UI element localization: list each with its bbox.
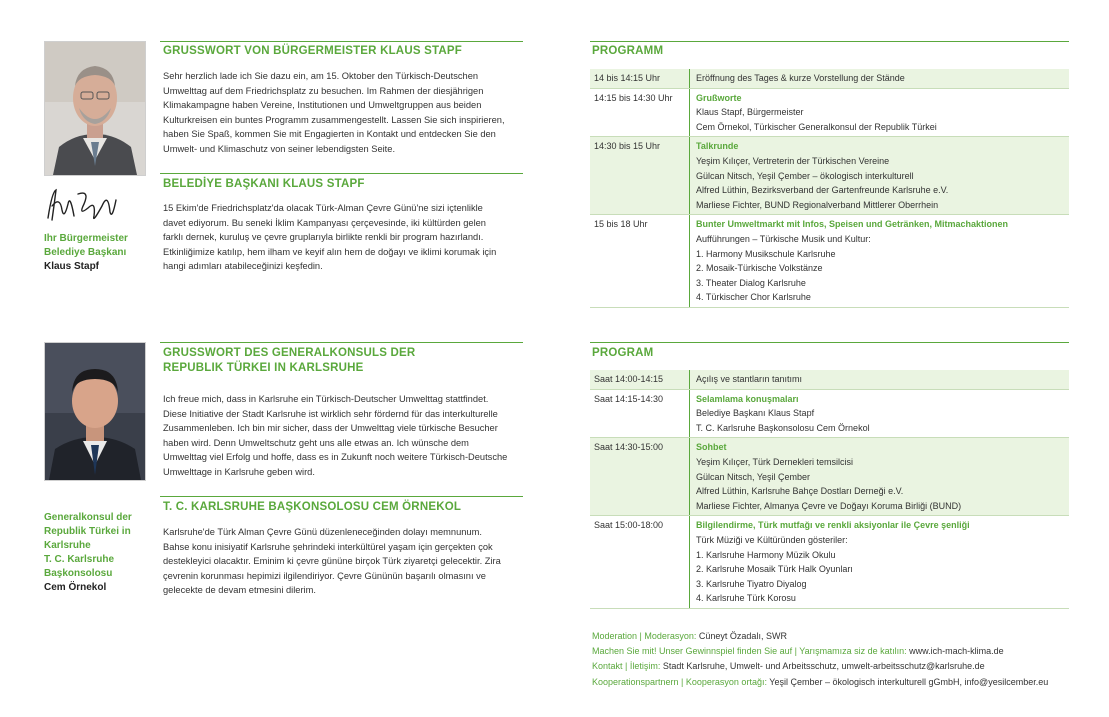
program-time: 14:30 bis 15 Uhr [590, 137, 690, 214]
consul-text-de-line: Zusammenleben. Ich bin mir sicher, dass der Umwelttag viele türkische Besucher [163, 423, 498, 434]
program-line: Yeşim Kılıçer, Türk Dernekleri temsilcisi [696, 456, 854, 467]
consul-text-de-line: haben wird. Denn Umweltschutz geht uns alle etwas an. Ich wünsche dem [163, 437, 469, 448]
footer-credits [592, 629, 1092, 690]
program-line: 1. Harmony Musikschule Karlsruhe [696, 248, 836, 259]
program-de-row [590, 69, 1069, 89]
program-de-row [590, 137, 1069, 215]
consul-caption [44, 511, 154, 595]
consul-text-tr-line: destekleyici olacaktır. Eminim ki çevre gününe birçok Türk ziyaretçi gelecektir. Zira [163, 556, 501, 567]
program-line: Türk Müziği ve Kültüründen gösteriler: [696, 534, 848, 545]
footer-link-partner[interactable]: Yeşil Çember – ökologisch interkulturell gGmbH, info@yesilcember.eu [766, 676, 1049, 687]
program-line: Aufführungen – Türkische Musik und Kultur: [696, 233, 871, 244]
program-detail [690, 438, 1069, 515]
consul-text-tr-line: Karlsruhe'de Türk Alman Çevre Günü düzenleneceğinden dolayı memnunum. [163, 527, 482, 537]
mayor-heading-tr-rule [160, 173, 523, 174]
program-title: Bilgilendirme, Türk mutfağı ve renkli aksiyonlar ile Çevre şenliği [696, 520, 970, 531]
consul-heading-tr-rule [160, 496, 523, 497]
program-title: Talkrunde [696, 141, 739, 152]
program-line: Belediye Başkanı Klaus Stapf [696, 408, 815, 419]
program-title: Sohbet [696, 442, 727, 453]
footer-contact [592, 659, 1092, 674]
mayor-caption-title-de: Ihr Bürgermeister [44, 233, 128, 244]
program-tr-row [590, 516, 1069, 609]
program-line: Açılış ve stantların tanıtımı [696, 374, 803, 384]
program-detail [690, 69, 1069, 88]
mayor-text-tr-line: hangi adımları atabileceğinizi keşfedin. [163, 261, 323, 272]
consul-photo [44, 342, 146, 481]
program-time: 14:15 bis 14:30 Uhr [590, 89, 690, 137]
program-title: Grußworte [696, 92, 742, 103]
mayor-text-tr-line: farklı dernek, kuruluş ve çevre gruplarıyla birlikte renkli bir program hazırlandı. [163, 232, 484, 243]
mayor-signature [44, 186, 124, 226]
consul-text-de-line: Ich freue mich, dass in Karlsruhe ein Türkisch-Deutscher Umwelttag stattfindet. [163, 394, 489, 404]
mayor-heading-de-rule [160, 41, 523, 42]
mayor-text-de-line: Klimakampagne haben Vereine, Institutionen und Umweltgruppen aus beiden [163, 100, 482, 111]
mayor-text-de-line: Sehr herzlich lade ich Sie dazu ein, am 15. Oktober den Türkisch-Deutschen [163, 71, 479, 81]
program-tr-row [590, 370, 1069, 390]
program-detail [690, 215, 1069, 307]
mayor-caption-title-tr: Belediye Başkanı [44, 247, 127, 258]
consul-text-de-line: Umwelttag viel Erfolg und hoffe, dass es in Zukunft noch weitere Türkisch-Deutsche [163, 452, 508, 463]
footer-label: Kooperationspartnern | Kooperasyon ortağı: [592, 676, 767, 687]
mayor-text-tr-line: 15 Ekim'de Friedrichsplatz'da olacak Türk-Alman Çevre Günü'ne sizi içtenlikle [163, 203, 483, 213]
consul-heading-de-rule [160, 342, 523, 343]
consul-text-de [163, 392, 523, 480]
program-line: 2. Karlsruhe Mosaik Türk Halk Oyunları [696, 564, 853, 575]
consul-text-tr-line: gelecekte de devam etmesini dilerim. [163, 585, 316, 596]
mayor-caption-name: Klaus Stapf [44, 261, 100, 272]
program-tr-row [590, 390, 1069, 439]
mayor-text-tr [163, 201, 523, 274]
consul-text-de-line: Diese Initiative der Stadt Karlsruhe ist wirklich sehr fördernd für das interkulturelle [163, 408, 498, 419]
program-line: Alfred Lüthin, Bezirksverband der Gartenfreunde Karlsruhe e.V. [696, 185, 949, 196]
program-line: Gülcan Nitsch, Yeşil Çember – ökologisch interkulturell [696, 170, 914, 181]
consul-heading-de-line2: REPUBLIK TÜRKEI IN KARLSRUHE [163, 362, 364, 374]
mayor-heading-de: GRUSSWORT VON BÜRGERMEISTER KLAUS STAPF [163, 45, 462, 57]
program-time: Saat 15:00-18:00 [590, 516, 690, 608]
mayor-portrait-image [45, 42, 145, 175]
program-time: Saat 14:15-14:30 [590, 390, 690, 438]
program-time: 14 bis 14:15 Uhr [590, 69, 690, 88]
program-tr-row [590, 438, 1069, 516]
footer-link-website[interactable]: www.ich-mach-klima.de [906, 646, 1004, 657]
program-line: 3. Theater Dialog Karlsruhe [696, 277, 806, 288]
program-line: Marliese Fichter, Almanya Çevre ve Doğayı Koruma Birliği (BUND) [696, 500, 962, 511]
program-line: T. C. Karlsruhe Başkonsolosu Cem Örnekol [696, 422, 870, 433]
mayor-text-de-line: Umwelttag auf dem Friedrichsplatz zu besuchen. Im Rahmen der diesjährigen [163, 85, 484, 96]
consul-caption-name: Cem Örnekol [44, 582, 107, 593]
consul-caption-line: Republik Türkei in [44, 526, 131, 537]
program-time: 15 bis 18 Uhr [590, 215, 690, 307]
program-line: Klaus Stapf, Bürgermeister [696, 107, 804, 118]
program-line: 2. Mosaik-Türkische Volkstänze [696, 263, 823, 274]
program-tr-heading-rule [590, 342, 1069, 343]
mayor-text-de-line: haben Sie Spaß, kommen Sie mit Engagierten in Kontakt und entdecken Sie den [163, 129, 496, 140]
footer-label: Machen Sie mit! Unser Gewinnspiel finden Sie auf | Yarışmamıza siz de katılın: [592, 646, 907, 657]
program-line: 4. Türkischer Chor Karlsruhe [696, 292, 811, 303]
consul-heading-de [163, 346, 415, 376]
program-de-row [590, 215, 1069, 308]
program-de-table [590, 69, 1069, 308]
consul-caption-line: T. C. Karlsruhe [44, 554, 115, 565]
footer-label: Moderation | Moderasyon: [592, 631, 697, 641]
program-line: Alfred Lüthin, Karlsruhe Bahçe Dostları Derneği e.V. [696, 486, 904, 497]
mayor-heading-tr: BELEDİYE BAŞKANI KLAUS STAPF [163, 178, 365, 190]
program-line: Gülcan Nitsch, Yeşil Çember [696, 471, 811, 482]
program-line: Yeşim Kılıçer, Vertreterin der Türkischen Vereine [696, 155, 890, 166]
program-tr-heading: PROGRAM [592, 347, 654, 359]
program-de-row [590, 89, 1069, 138]
footer-value: Cüneyt Özadalı, SWR [696, 631, 787, 641]
program-time: Saat 14:30-15:00 [590, 438, 690, 515]
consul-heading-tr: T. C. KARLSRUHE BAŞKONSOLOSU CEM ÖRNEKOL [163, 501, 462, 513]
mayor-text-de [163, 69, 523, 157]
footer-partners [592, 675, 1092, 690]
program-detail [690, 390, 1069, 438]
program-time: Saat 14:00-14:15 [590, 370, 690, 389]
consul-heading-de-line1: GRUSSWORT DES GENERALKONSULS DER [163, 347, 416, 359]
program-line: 3. Karlsruhe Tiyatro Diyalog [696, 578, 807, 589]
program-de-heading-rule [590, 41, 1069, 42]
program-tr-table [590, 370, 1069, 609]
consul-caption-line: Generalkonsul der [44, 512, 132, 523]
mayor-caption [44, 232, 154, 274]
program-title: Bunter Umweltmarkt mit Infos, Speisen und Getränken, Mitmachaktionen [696, 219, 1009, 230]
consul-text-tr-line: Bahse konu inisiyatif Karlsruhe şehrindeki interkültürel yaşam için gerçekten çok [163, 541, 493, 552]
program-de-heading: PROGRAMM [592, 45, 664, 57]
program-title: Selamlama konuşmaları [696, 393, 799, 404]
program-detail [690, 137, 1069, 214]
mayor-text-de-line: Kulturkreisen ein buntes Programm zusammengestellt. Lassen Sie sich inspirieren, [163, 114, 505, 125]
program-line: 4. Karlsruhe Türk Korosu [696, 593, 796, 604]
program-detail [690, 516, 1069, 608]
consul-text-de-line: Umwelttage in Karlsruhe geben wird. [163, 466, 315, 477]
program-detail [690, 370, 1069, 389]
footer-contest [592, 644, 1092, 659]
program-line: Cem Örnekol, Türkischer Generalkonsul der Republik Türkei [696, 121, 937, 132]
consul-portrait-image [45, 343, 145, 480]
consul-text-tr-line: çevrenin korunması hepimizi ilgilendiriyor. Çevre Gününün başarılı olmasını ve [163, 570, 486, 581]
program-detail [690, 89, 1069, 137]
mayor-text-de-line: Umwelt- und Klimaschutz von seiner lebendigsten Seite. [163, 143, 396, 154]
program-line: Eröffnung des Tages & kurze Vorstellung der Stände [696, 73, 905, 83]
consul-caption-line: Karlsruhe [44, 540, 91, 551]
footer-label: Kontakt | İletişim: [592, 661, 661, 672]
footer-link-email[interactable]: Stadt Karlsruhe, Umwelt- und Arbeitsschutz, umwelt-arbeitsschutz@karlsruhe.de [660, 661, 985, 672]
footer-moderation [592, 629, 1092, 644]
program-line: Marliese Fichter, BUND Regionalverband Mittlerer Oberrhein [696, 199, 939, 210]
consul-text-tr [163, 525, 523, 598]
mayor-photo [44, 41, 146, 176]
consul-caption-line: Başkonsolosu [44, 568, 113, 579]
program-line: 1. Karlsruhe Harmony Müzik Okulu [696, 549, 836, 560]
mayor-text-tr-line: Etkinliğimize katılıp, hem ilham ve keyif alın hem de doğayı ve iklimi korumak için [163, 246, 497, 257]
mayor-text-tr-line: davet ediyorum. Bu seneki İklim Kampanyası çerçevesinde, iki kültürden gelen [163, 217, 486, 228]
